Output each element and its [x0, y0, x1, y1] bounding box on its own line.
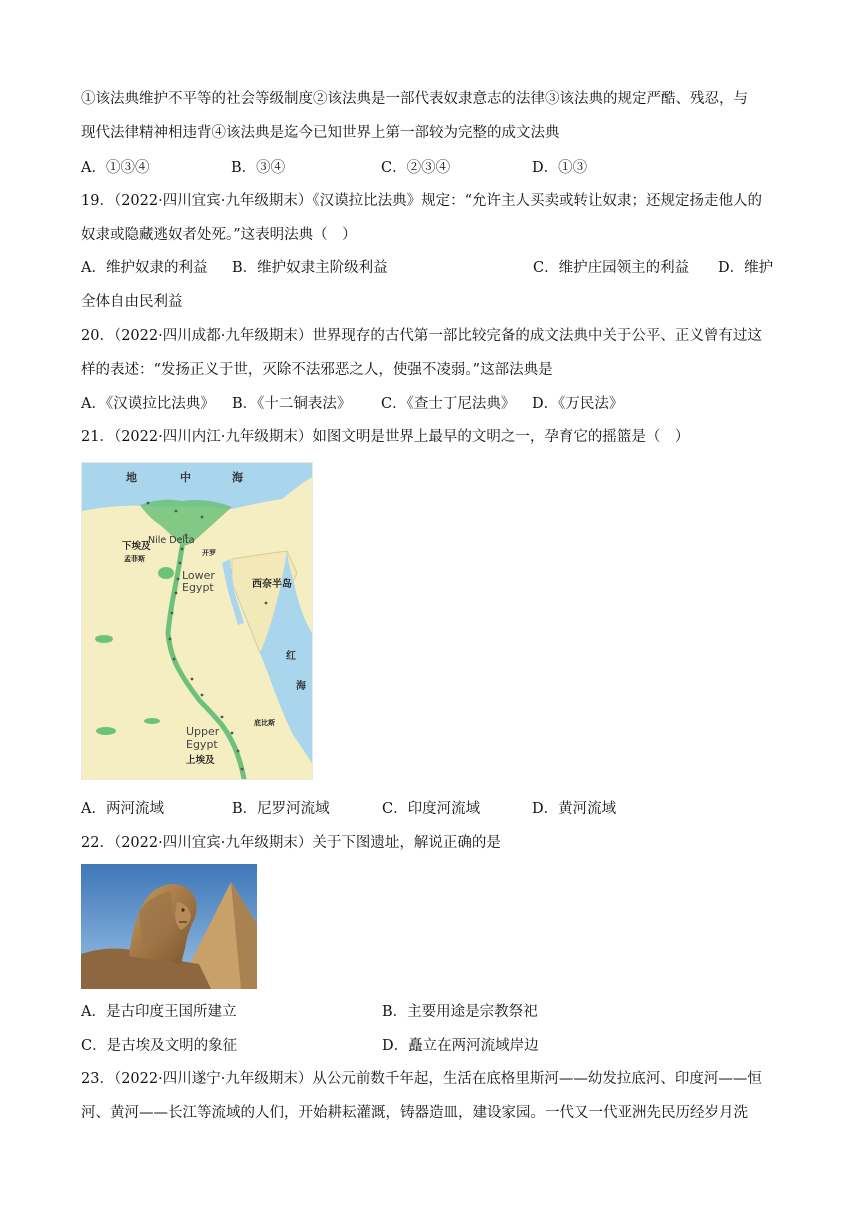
q20-option-b: B．《十二铜表法》: [232, 396, 352, 412]
q19-option-b: B．维护奴隶主阶级利益: [232, 260, 388, 276]
q18-statement-line2: 现代法律精神相违背④该法典是迄今已知世界上第一部较为完整的成文法典: [81, 125, 560, 141]
map-label-red-sea-2: 海: [296, 681, 306, 692]
q22-option-d: D．矗立在两河流域岸边: [382, 1038, 539, 1054]
q22-option-b: B．主要用途是宗教祭祀: [382, 1004, 538, 1020]
map-label-nile-delta: Nile Delta: [148, 535, 195, 546]
q20-stem-line1: 20．（2022·四川成都·九年级期末）世界现存的古代第一部比较完备的成文法典中关于公平、正义曾有过这: [81, 328, 762, 344]
map-label-sinai: 西奈半岛: [252, 579, 292, 590]
q22-option-a: A．是古印度王国所建立: [81, 1004, 237, 1020]
map-sea-char-1: 地: [126, 471, 137, 484]
map-sea-char-2: 中: [180, 471, 191, 484]
q19-stem-line1: 19．（2022·四川宜宾·九年级期末）《汉谟拉比法典》规定：“允许主人买卖或转让奴隶；还规定扬走他人的: [81, 193, 762, 209]
q21-option-c: C．印度河流域: [382, 801, 481, 817]
map-sea-char-3: 海: [232, 471, 243, 484]
egypt-map-image: [81, 462, 313, 780]
q20-option-a: A．《汉谟拉比法典》: [81, 396, 215, 412]
q22-stem-line1: 22．（2022·四川宜宾·九年级期末）关于下图遗址，解说正确的是: [81, 835, 501, 851]
map-label-lower-en-1: Lower: [182, 569, 215, 582]
q19-option-d-continued: 全体自由民利益: [81, 294, 183, 310]
q18-option-c: C．②③④: [381, 160, 451, 176]
q18-statement-line1: ①该法典维护不平等的社会等级制度②该法典是一部代表奴隶意志的法律③该法典的规定严酷、残忍，与: [81, 91, 748, 107]
q18-option-a: A．①③④: [81, 160, 150, 176]
q20-stem-line2: 样的表述：“发扬正义于世，灭除不法邪恶之人，使强不凌弱。”这部法典是: [81, 362, 553, 378]
q23-stem-line2: 河、黄河——长江等流域的人们，开始耕耘灌溉，铸器造皿，建设家园。一代又一代亚洲先民历经岁月洗: [81, 1105, 748, 1121]
sphinx-photo: [81, 864, 257, 989]
q23-stem-line1: 23．（2022·四川遂宁·九年级期末）从公元前数千年起，生活在底格里斯河——幼发拉底河、印度河——恒: [81, 1071, 762, 1087]
q19-option-d: D．维护: [718, 260, 774, 276]
q19-option-c: C．维护庄园领主的利益: [533, 260, 690, 276]
map-label-cairo: 开罗: [202, 549, 216, 557]
map-label-upper-egypt-cn: 上埃及: [186, 755, 215, 766]
q21-option-b: B．尼罗河流域: [232, 801, 330, 817]
map-label-memphis: 孟菲斯: [124, 555, 145, 563]
q20-option-c: C．《查士丁尼法典》: [381, 396, 516, 412]
q20-option-d: D．《万民法》: [532, 396, 624, 412]
q21-stem-line1: 21．（2022·四川内江·九年级期末）如图文明是世界上最早的文明之一，孕育它的摇篮是（ ）: [81, 429, 690, 445]
q21-option-a: A．两河流域: [81, 801, 164, 817]
q19-stem-line2: 奴隶或隐藏逃奴者处死。”这表明法典（ ）: [81, 227, 357, 243]
map-label-red-sea-1: 红: [286, 651, 296, 662]
map-label-upper-en-2: Egypt: [186, 738, 218, 751]
map-label-thebes: 底比斯: [254, 719, 275, 727]
q19-option-a: A．维护奴隶的利益: [81, 260, 208, 276]
q21-option-d: D．黄河流域: [532, 801, 617, 817]
q18-option-b: B．③④: [231, 160, 286, 176]
map-label-lower-egypt-cn: 下埃及: [122, 541, 151, 552]
q18-option-d: D．①③: [532, 160, 588, 176]
map-label-upper-en-1: Upper: [186, 725, 220, 738]
map-label-lower-en-2: Egypt: [182, 581, 214, 594]
q22-option-c: C．是古埃及文明的象征: [81, 1038, 238, 1054]
